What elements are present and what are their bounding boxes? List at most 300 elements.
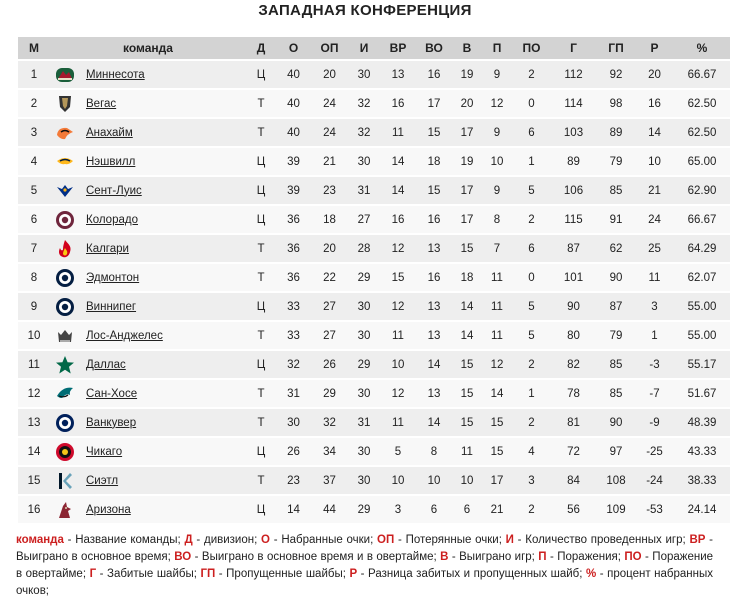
cell-division: Т (246, 380, 276, 407)
cell-reg-ot-wins: 8 (416, 438, 452, 465)
cell-losses: 9 (482, 119, 512, 146)
cell-ot-losses: 6 (512, 235, 551, 262)
table-row (18, 235, 730, 262)
cell-points: 26 (276, 438, 311, 465)
legend-text: - Название команды; (63, 534, 185, 546)
cell-goals-for: 90 (551, 293, 596, 320)
cell-goals-for: 72 (551, 438, 596, 465)
cell-division: Ц (246, 496, 276, 523)
cell-points: 40 (276, 119, 311, 146)
cell-division: Т (246, 467, 276, 494)
cell-lost-points: 24 (311, 90, 348, 117)
cell-points: 36 (276, 206, 311, 233)
cell-games: 29 (348, 264, 380, 291)
cell-ot-losses: 5 (512, 177, 551, 204)
cell-ot-losses: 5 (512, 293, 551, 320)
cell-games: 27 (348, 206, 380, 233)
cell-reg-ot-wins: 14 (416, 409, 452, 436)
anaheim-ducks-logo-icon (54, 122, 76, 144)
cell-goals-against: 85 (596, 380, 636, 407)
legend-key: ОП (377, 534, 395, 546)
cell-lost-points: 37 (311, 467, 348, 494)
cell-games: 32 (348, 119, 380, 146)
cell-goals-for: 80 (551, 322, 596, 349)
cell-reg-wins: 15 (380, 264, 416, 291)
cell-team (50, 61, 246, 88)
cell-reg-wins: 3 (380, 496, 416, 523)
table-row (18, 119, 730, 146)
cell-ot-losses: 2 (512, 409, 551, 436)
standings-table (18, 35, 730, 525)
legend-text: - Поражения; (546, 551, 625, 563)
cell-place: 11 (18, 351, 50, 378)
cell-place: 8 (18, 264, 50, 291)
edmonton-oilers-logo-icon (54, 267, 76, 289)
cell-division: Т (246, 90, 276, 117)
col-header-games[interactable]: И (348, 37, 380, 59)
cell-goals-for: 82 (551, 351, 596, 378)
cell-losses: 7 (482, 235, 512, 262)
cell-points: 36 (276, 235, 311, 262)
cell-games: 31 (348, 177, 380, 204)
cell-percent: 62.90 (673, 177, 730, 204)
cell-goal-diff: -53 (636, 496, 673, 523)
cell-goal-diff: 11 (636, 264, 673, 291)
cell-reg-ot-wins: 10 (416, 467, 452, 494)
cell-team (50, 438, 246, 465)
cell-goals-for: 114 (551, 90, 596, 117)
legend-text: - процент набранных очков; (16, 568, 713, 597)
legend-key: ВР (689, 534, 706, 546)
cell-goals-against: 98 (596, 90, 636, 117)
cell-losses: 9 (482, 177, 512, 204)
minnesota-wild-logo-icon (54, 64, 76, 86)
cell-lost-points: 27 (311, 293, 348, 320)
cell-wins: 14 (452, 293, 482, 320)
standings-body (18, 61, 730, 523)
team-link[interactable]: Анахайм (86, 126, 133, 139)
cell-team (50, 148, 246, 175)
col-header-place[interactable]: М (18, 37, 50, 59)
cell-goal-diff: 16 (636, 90, 673, 117)
cell-losses: 9 (482, 61, 512, 88)
cell-goal-diff: 14 (636, 119, 673, 146)
cell-games: 30 (348, 293, 380, 320)
col-header-goals-against[interactable]: ГП (596, 37, 636, 59)
cell-wins: 14 (452, 322, 482, 349)
cell-division: Ц (246, 61, 276, 88)
cell-wins: 18 (452, 264, 482, 291)
legend-key: О (261, 534, 270, 546)
cell-division: Т (246, 264, 276, 291)
cell-goals-for: 115 (551, 206, 596, 233)
cell-reg-wins: 16 (380, 90, 416, 117)
cell-percent: 66.67 (673, 61, 730, 88)
cell-games: 30 (348, 380, 380, 407)
cell-percent: 55.00 (673, 322, 730, 349)
cell-percent: 66.67 (673, 206, 730, 233)
cell-wins: 17 (452, 206, 482, 233)
team-link[interactable]: Калгари (86, 242, 129, 255)
cell-reg-ot-wins: 13 (416, 322, 452, 349)
col-header-lost-points[interactable]: ОП (311, 37, 348, 59)
legend-key: Р (349, 568, 358, 580)
cell-percent: 55.17 (673, 351, 730, 378)
nashville-predators-logo-icon (54, 151, 76, 173)
winnipeg-jets-logo-icon (54, 296, 76, 318)
cell-division: Т (246, 322, 276, 349)
cell-team (50, 496, 246, 523)
cell-reg-ot-wins: 13 (416, 235, 452, 262)
legend-text: - Пропущенные шайбы; (215, 568, 350, 580)
cell-lost-points: 24 (311, 119, 348, 146)
legend-text: - Количество проведенных игр; (513, 534, 690, 546)
cell-goals-for: 56 (551, 496, 596, 523)
cell-ot-losses: 4 (512, 438, 551, 465)
cell-goal-diff: 20 (636, 61, 673, 88)
legend-key: команда (16, 534, 64, 546)
cell-lost-points: 29 (311, 380, 348, 407)
cell-reg-wins: 5 (380, 438, 416, 465)
cell-place: 15 (18, 467, 50, 494)
cell-place: 12 (18, 380, 50, 407)
team-link[interactable]: Колорадо (86, 213, 138, 226)
table-row (18, 322, 730, 349)
cell-reg-wins: 13 (380, 61, 416, 88)
cell-reg-ot-wins: 13 (416, 380, 452, 407)
cell-goal-diff: 24 (636, 206, 673, 233)
cell-goals-against: 79 (596, 322, 636, 349)
team-link[interactable]: Сан-Хосе (86, 387, 138, 400)
cell-place: 9 (18, 293, 50, 320)
col-header-goal-diff[interactable]: Р (636, 37, 673, 59)
cell-goals-against: 91 (596, 206, 636, 233)
cell-goal-diff: -3 (636, 351, 673, 378)
cell-ot-losses: 3 (512, 467, 551, 494)
cell-reg-wins: 10 (380, 351, 416, 378)
cell-ot-losses: 2 (512, 61, 551, 88)
team-link[interactable]: Лос-Анджелес (86, 329, 163, 342)
cell-wins: 20 (452, 90, 482, 117)
cell-reg-ot-wins: 14 (416, 351, 452, 378)
cell-wins: 17 (452, 177, 482, 204)
cell-division: Ц (246, 351, 276, 378)
cell-ot-losses: 0 (512, 264, 551, 291)
cell-reg-wins: 11 (380, 119, 416, 146)
cell-points: 23 (276, 467, 311, 494)
cell-reg-ot-wins: 18 (416, 148, 452, 175)
cell-goals-for: 106 (551, 177, 596, 204)
cell-team (50, 380, 246, 407)
team-link[interactable]: Чикаго (86, 445, 123, 458)
cell-losses: 15 (482, 438, 512, 465)
cell-losses: 12 (482, 351, 512, 378)
cell-goals-against: 85 (596, 351, 636, 378)
cell-points: 39 (276, 148, 311, 175)
cell-percent: 48.39 (673, 409, 730, 436)
cell-goal-diff: -9 (636, 409, 673, 436)
legend-key: П (538, 551, 547, 563)
cell-team (50, 119, 246, 146)
cell-wins: 19 (452, 148, 482, 175)
cell-place: 13 (18, 409, 50, 436)
legend-text: - Поражение в овертайме; (16, 551, 714, 580)
cell-goal-diff: -24 (636, 467, 673, 494)
cell-team (50, 322, 246, 349)
col-header-division[interactable]: Д (246, 37, 276, 59)
cell-goals-against: 79 (596, 148, 636, 175)
cell-wins: 17 (452, 119, 482, 146)
cell-wins: 15 (452, 409, 482, 436)
col-header-percent[interactable]: % (673, 37, 730, 59)
cell-losses: 10 (482, 148, 512, 175)
col-header-reg-ot-wins[interactable]: ВО (416, 37, 452, 59)
cell-division: Ц (246, 148, 276, 175)
team-link[interactable]: Ванкувер (86, 416, 137, 429)
cell-goal-diff: 3 (636, 293, 673, 320)
team-link[interactable]: Даллас (86, 358, 126, 371)
cell-goal-diff: -7 (636, 380, 673, 407)
cell-lost-points: 20 (311, 61, 348, 88)
cell-lost-points: 34 (311, 438, 348, 465)
cell-losses: 14 (482, 380, 512, 407)
cell-percent: 62.50 (673, 90, 730, 117)
page-title: ЗАПАДНАЯ КОНФЕРЕНЦИЯ (258, 2, 472, 19)
legend-key: Д (184, 534, 193, 546)
cell-goals-for: 84 (551, 467, 596, 494)
cell-ot-losses: 1 (512, 148, 551, 175)
header-row (18, 37, 730, 59)
cell-lost-points: 32 (311, 409, 348, 436)
cell-lost-points: 22 (311, 264, 348, 291)
cell-games: 30 (348, 148, 380, 175)
cell-points: 40 (276, 90, 311, 117)
col-header-goals-for[interactable]: Г (551, 37, 596, 59)
cell-goals-against: 90 (596, 409, 636, 436)
cell-place: 2 (18, 90, 50, 117)
cell-reg-wins: 12 (380, 235, 416, 262)
cell-points: 32 (276, 351, 311, 378)
cell-division: Ц (246, 206, 276, 233)
cell-lost-points: 21 (311, 148, 348, 175)
cell-games: 29 (348, 351, 380, 378)
cell-reg-wins: 10 (380, 467, 416, 494)
table-row (18, 409, 730, 436)
cell-ot-losses: 1 (512, 380, 551, 407)
col-header-reg-wins[interactable]: ВР (380, 37, 416, 59)
col-header-points[interactable]: О (276, 37, 311, 59)
legend-text: - Потерянные очки; (394, 534, 506, 546)
legend-text: - Разница забитых и пропущенных шайб; (357, 568, 586, 580)
cell-reg-wins: 12 (380, 293, 416, 320)
cell-losses: 17 (482, 467, 512, 494)
col-header-team[interactable]: команда (50, 37, 246, 59)
cell-division: Ц (246, 177, 276, 204)
table-row (18, 264, 730, 291)
cell-points: 40 (276, 61, 311, 88)
cell-points: 33 (276, 293, 311, 320)
cell-losses: 8 (482, 206, 512, 233)
cell-goals-against: 62 (596, 235, 636, 262)
cell-percent: 24.14 (673, 496, 730, 523)
vegas-golden-knights-logo-icon (54, 93, 76, 115)
team-link[interactable]: Аризона (86, 503, 131, 516)
table-row (18, 293, 730, 320)
cell-reg-wins: 11 (380, 322, 416, 349)
legend-key: % (585, 568, 597, 580)
cell-reg-wins: 11 (380, 409, 416, 436)
cell-reg-wins: 16 (380, 206, 416, 233)
legend (16, 532, 713, 600)
cell-losses: 11 (482, 293, 512, 320)
cell-points: 33 (276, 322, 311, 349)
legend-text: - дивизион; (192, 534, 262, 546)
cell-ot-losses: 5 (512, 322, 551, 349)
legend-text: - Выиграно в основное время; (16, 534, 713, 563)
cell-goals-against: 89 (596, 119, 636, 146)
cell-team (50, 235, 246, 262)
cell-percent: 62.50 (673, 119, 730, 146)
cell-division: Ц (246, 293, 276, 320)
cell-goals-for: 81 (551, 409, 596, 436)
cell-goal-diff: -25 (636, 438, 673, 465)
st-louis-blues-logo-icon (54, 180, 76, 202)
cell-goals-against: 109 (596, 496, 636, 523)
cell-lost-points: 27 (311, 322, 348, 349)
cell-losses: 12 (482, 90, 512, 117)
table-row (18, 496, 730, 523)
cell-wins: 15 (452, 351, 482, 378)
col-header-ot-losses[interactable]: ПО (512, 37, 551, 59)
cell-goals-against: 108 (596, 467, 636, 494)
cell-division: Ц (246, 438, 276, 465)
cell-team (50, 409, 246, 436)
cell-goals-against: 92 (596, 61, 636, 88)
cell-points: 31 (276, 380, 311, 407)
cell-wins: 15 (452, 380, 482, 407)
cell-goal-diff: 10 (636, 148, 673, 175)
cell-wins: 11 (452, 438, 482, 465)
cell-losses: 11 (482, 264, 512, 291)
cell-goals-for: 89 (551, 148, 596, 175)
cell-reg-ot-wins: 16 (416, 206, 452, 233)
legend-text: - Набранные очки; (270, 534, 378, 546)
cell-goals-against: 90 (596, 264, 636, 291)
cell-goals-for: 78 (551, 380, 596, 407)
table-row (18, 90, 730, 117)
dallas-stars-logo-icon (54, 354, 76, 376)
cell-points: 30 (276, 409, 311, 436)
cell-ot-losses: 2 (512, 206, 551, 233)
cell-team (50, 351, 246, 378)
cell-games: 30 (348, 467, 380, 494)
legend-key: ВО (174, 551, 192, 563)
cell-team (50, 293, 246, 320)
cell-reg-ot-wins: 13 (416, 293, 452, 320)
cell-place: 16 (18, 496, 50, 523)
cell-ot-losses: 0 (512, 90, 551, 117)
cell-losses: 15 (482, 409, 512, 436)
cell-reg-wins: 14 (380, 148, 416, 175)
cell-percent: 62.07 (673, 264, 730, 291)
team-link[interactable]: Виннипег (86, 300, 137, 313)
col-header-losses[interactable]: П (482, 37, 512, 59)
cell-division: Т (246, 235, 276, 262)
cell-place: 7 (18, 235, 50, 262)
calgary-flames-logo-icon (54, 238, 76, 260)
table-row (18, 206, 730, 233)
cell-team (50, 206, 246, 233)
cell-reg-ot-wins: 15 (416, 177, 452, 204)
table-row (18, 438, 730, 465)
legend-key: Г (89, 568, 97, 580)
table-row (18, 467, 730, 494)
cell-wins: 15 (452, 235, 482, 262)
cell-reg-ot-wins: 16 (416, 264, 452, 291)
team-link[interactable]: Нэшвилл (86, 155, 136, 168)
cell-goals-for: 101 (551, 264, 596, 291)
team-link[interactable]: Сиэтл (86, 474, 119, 487)
vancouver-canucks-logo-icon (54, 412, 76, 434)
col-header-wins[interactable]: В (452, 37, 482, 59)
cell-goals-against: 97 (596, 438, 636, 465)
cell-place: 14 (18, 438, 50, 465)
cell-games: 29 (348, 496, 380, 523)
table-row (18, 61, 730, 88)
cell-ot-losses: 6 (512, 119, 551, 146)
cell-points: 39 (276, 177, 311, 204)
cell-team (50, 177, 246, 204)
cell-reg-wins: 12 (380, 380, 416, 407)
table-row (18, 177, 730, 204)
cell-reg-ot-wins: 17 (416, 90, 452, 117)
cell-games: 30 (348, 438, 380, 465)
table-row (18, 380, 730, 407)
cell-goal-diff: 25 (636, 235, 673, 262)
team-link[interactable]: Вегас (86, 97, 117, 110)
cell-ot-losses: 2 (512, 496, 551, 523)
cell-goals-against: 85 (596, 177, 636, 204)
cell-team (50, 467, 246, 494)
cell-reg-ot-wins: 16 (416, 61, 452, 88)
cell-percent: 65.00 (673, 148, 730, 175)
cell-goal-diff: 1 (636, 322, 673, 349)
la-kings-logo-icon (54, 325, 76, 347)
team-link[interactable]: Сент-Луис (86, 184, 142, 197)
cell-percent: 55.00 (673, 293, 730, 320)
cell-reg-ot-wins: 6 (416, 496, 452, 523)
team-link[interactable]: Эдмонтон (86, 271, 140, 284)
cell-goals-for: 103 (551, 119, 596, 146)
table-row (18, 148, 730, 175)
legend-key: ПО (624, 551, 642, 563)
cell-team (50, 264, 246, 291)
legend-key: ГП (200, 568, 216, 580)
cell-games: 30 (348, 61, 380, 88)
cell-percent: 43.33 (673, 438, 730, 465)
cell-reg-ot-wins: 15 (416, 119, 452, 146)
san-jose-sharks-logo-icon (54, 383, 76, 405)
cell-wins: 19 (452, 61, 482, 88)
legend-text: - Забитые шайбы; (96, 568, 201, 580)
cell-goals-for: 87 (551, 235, 596, 262)
arizona-coyotes-logo-icon (54, 499, 76, 521)
team-link[interactable]: Миннесота (86, 68, 145, 81)
colorado-avalanche-logo-icon (54, 209, 76, 231)
cell-place: 4 (18, 148, 50, 175)
cell-lost-points: 23 (311, 177, 348, 204)
cell-place: 6 (18, 206, 50, 233)
